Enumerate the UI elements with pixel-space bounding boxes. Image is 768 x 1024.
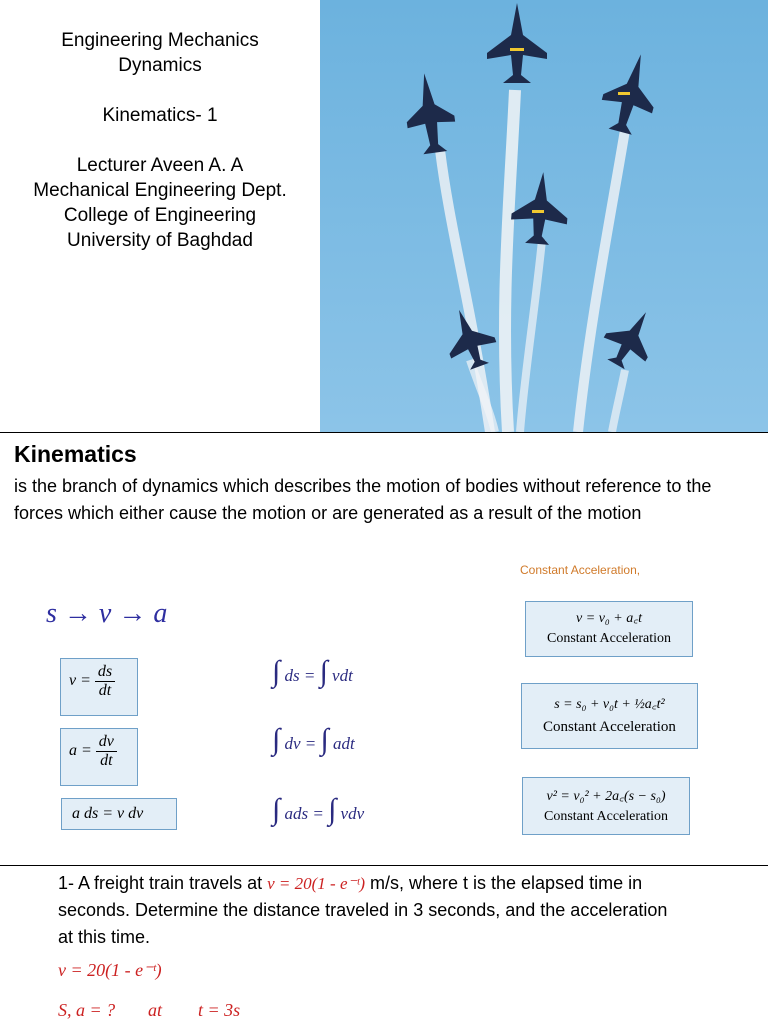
velocity-lhs: v = bbox=[69, 672, 91, 690]
constant-acceleration-label: Constant Acceleration, bbox=[520, 563, 641, 577]
course-title: Engineering Mechanics bbox=[61, 30, 259, 51]
velocity-definition-box bbox=[60, 658, 138, 716]
acceleration-denominator: dt bbox=[100, 752, 113, 769]
kinematics-slide bbox=[0, 433, 768, 866]
university-name: University of Baghdad bbox=[67, 230, 253, 251]
constant-acc-position-box bbox=[521, 683, 698, 749]
problem-line-2: seconds. Determine the distance traveled in 3 seconds, and the acceleration bbox=[58, 900, 668, 920]
ads-vdv-box: a ds = v dv bbox=[61, 798, 177, 830]
kinematics-heading: Kinematics bbox=[14, 441, 137, 467]
problem-statement bbox=[58, 870, 758, 951]
integral-sign: ∫ bbox=[272, 793, 281, 826]
integral-s-right: vdt bbox=[332, 666, 353, 685]
problem-formula: v = 20(1 - e⁻ᵗ) bbox=[267, 874, 365, 893]
title-block bbox=[0, 28, 320, 253]
constant-acc-caption: Constant Acceleration bbox=[543, 809, 669, 824]
topic-title: Kinematics- 1 bbox=[102, 105, 218, 126]
acceleration-numerator: dv bbox=[96, 733, 117, 752]
problem-prefix: 1- A freight train travels at bbox=[58, 873, 268, 893]
position-time-equation: s = s₀ + v₀t + ½a꜀t² bbox=[554, 697, 665, 712]
integral-sign: ∫ bbox=[319, 655, 328, 688]
velocity-position-equation: v² = v₀² + 2a꜀(s − s₀) bbox=[546, 789, 666, 804]
kinematics-definition: is the branch of dynamics which describes the motion of bodies without reference to the forces which either cause the motion or are generated as a result of the motion bbox=[14, 476, 712, 523]
acceleration-definition-box bbox=[60, 728, 138, 786]
integral-ads-right: vdv bbox=[340, 804, 365, 823]
lecturer-name: Lecturer Aveen A. A bbox=[76, 155, 244, 176]
college-name: College of Engineering bbox=[63, 205, 257, 226]
constant-acc-velocity-position-box bbox=[522, 777, 690, 835]
constant-acc-velocity-box bbox=[525, 601, 693, 657]
constant-acc-caption: Constant Acceleration bbox=[546, 631, 672, 646]
title-slide bbox=[0, 0, 768, 433]
acceleration-lhs: a = bbox=[69, 742, 92, 760]
velocity-time-equation: v = v₀ + a꜀t bbox=[576, 611, 642, 626]
problem-suffix: m/s, where t is the elapsed time in bbox=[364, 873, 643, 893]
constant-acc-caption: Constant Acceleration bbox=[543, 719, 676, 735]
integral-s-row bbox=[272, 655, 353, 689]
jets-photo bbox=[320, 0, 768, 432]
integral-s-left: ds = bbox=[284, 666, 316, 685]
integral-sign: ∫ bbox=[320, 723, 329, 756]
problem-line-3: at this time. bbox=[58, 927, 151, 947]
unknowns: S, a = ? bbox=[58, 1000, 116, 1020]
integral-sign: ∫ bbox=[272, 655, 281, 688]
integral-v-left: dv = bbox=[284, 734, 317, 753]
integral-ads-left: ads = bbox=[284, 804, 324, 823]
at-word: at bbox=[148, 1000, 163, 1020]
given-time: t = 3s bbox=[198, 1000, 241, 1020]
department-name: Mechanical Engineering Dept. bbox=[33, 180, 287, 201]
integral-ads-row bbox=[272, 793, 364, 827]
given-velocity: v = 20(1 - e⁻ᵗ) bbox=[58, 960, 162, 980]
velocity-numerator: ds bbox=[95, 663, 115, 682]
integral-v-row bbox=[272, 723, 355, 757]
integral-sign: ∫ bbox=[272, 723, 281, 756]
course-subtitle: Dynamics bbox=[118, 55, 202, 76]
velocity-denominator: dt bbox=[98, 682, 112, 699]
integral-sign: ∫ bbox=[328, 793, 337, 826]
integral-v-right: adt bbox=[332, 734, 355, 753]
problem-slide bbox=[0, 866, 768, 1024]
s-v-a-chain: s → v → a bbox=[46, 598, 168, 629]
